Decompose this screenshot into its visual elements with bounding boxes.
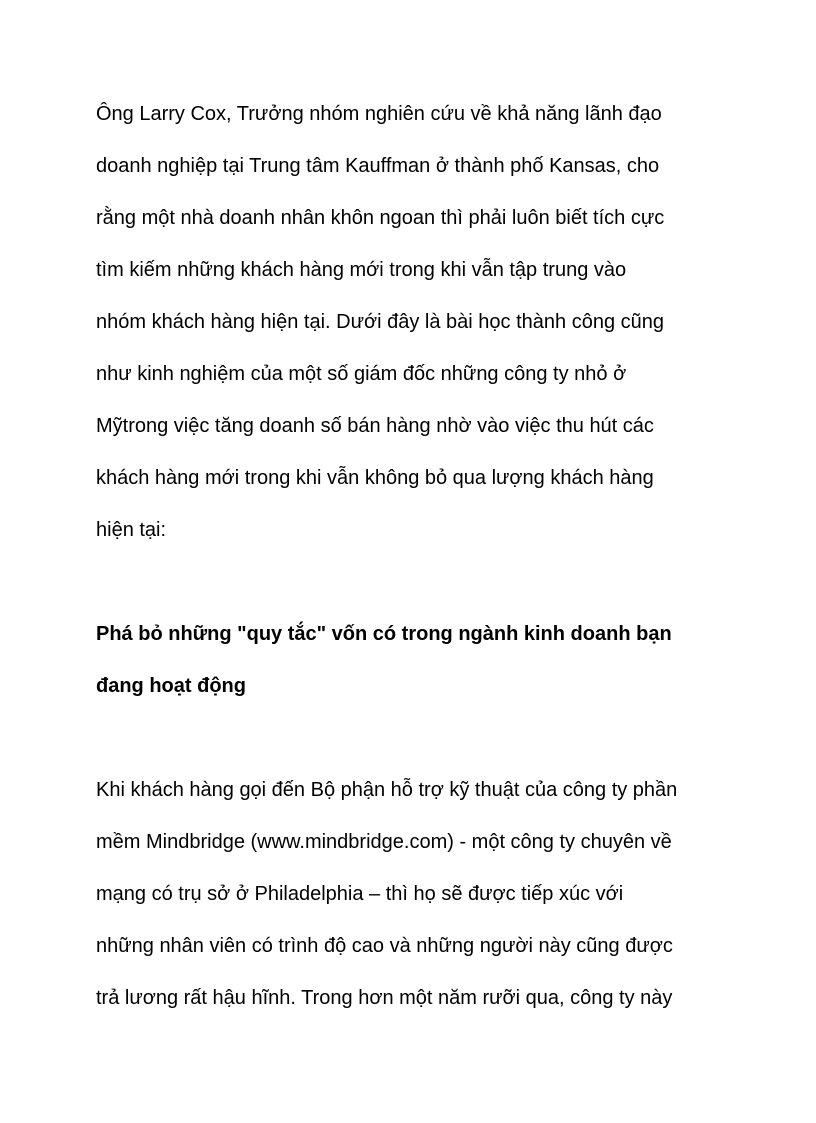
text-line: Khi khách hàng gọi đến Bộ phận hỗ trợ kỹ thuật của công ty phần <box>96 779 678 801</box>
text-line: mềm Mindbridge (www.mindbridge.com) - một công ty chuyên về <box>96 831 672 853</box>
text-line: tìm kiếm những khách hàng mới trong khi vẫn tập trung vào <box>96 259 627 281</box>
text-line: hiện tại: <box>96 519 167 541</box>
text-line: Ông Larry Cox, Trưởng nhóm nghiên cứu về khả năng lãnh đạo <box>96 103 662 125</box>
text-line: Mỹtrong việc tăng doanh số bán hàng nhờ vào việc thu hút các <box>96 415 654 437</box>
intro-paragraph <box>96 94 736 562</box>
heading-line: Phá bỏ những "quy tắc" vốn có trong ngành kinh doanh bạn <box>96 623 672 645</box>
document-body <box>96 94 736 1030</box>
heading-line: đang hoạt động <box>96 675 246 697</box>
text-line: mạng có trụ sở ở Philadelphia – thì họ sẽ được tiếp xúc với <box>96 883 624 905</box>
text-line: trả lương rất hậu hĩnh. Trong hơn một năm rưỡi qua, công ty này <box>96 987 673 1009</box>
paragraph-spacer <box>96 562 736 614</box>
paragraph-spacer <box>96 718 736 770</box>
text-line: như kinh nghiệm của một số giám đốc những công ty nhỏ ở <box>96 363 627 385</box>
text-line: rằng một nhà doanh nhân khôn ngoan thì phải luôn biết tích cực <box>96 207 665 229</box>
text-line: doanh nghiệp tại Trung tâm Kauffman ở thành phố Kansas, cho <box>96 155 660 177</box>
text-line: những nhân viên có trình độ cao và những người này cũng được <box>96 935 673 957</box>
text-line: khách hàng mới trong khi vẫn không bỏ qua lượng khách hàng <box>96 467 654 489</box>
section-heading <box>96 614 736 718</box>
body-paragraph <box>96 770 736 1030</box>
text-line: nhóm khách hàng hiện tại. Dưới đây là bài học thành công cũng <box>96 311 664 333</box>
